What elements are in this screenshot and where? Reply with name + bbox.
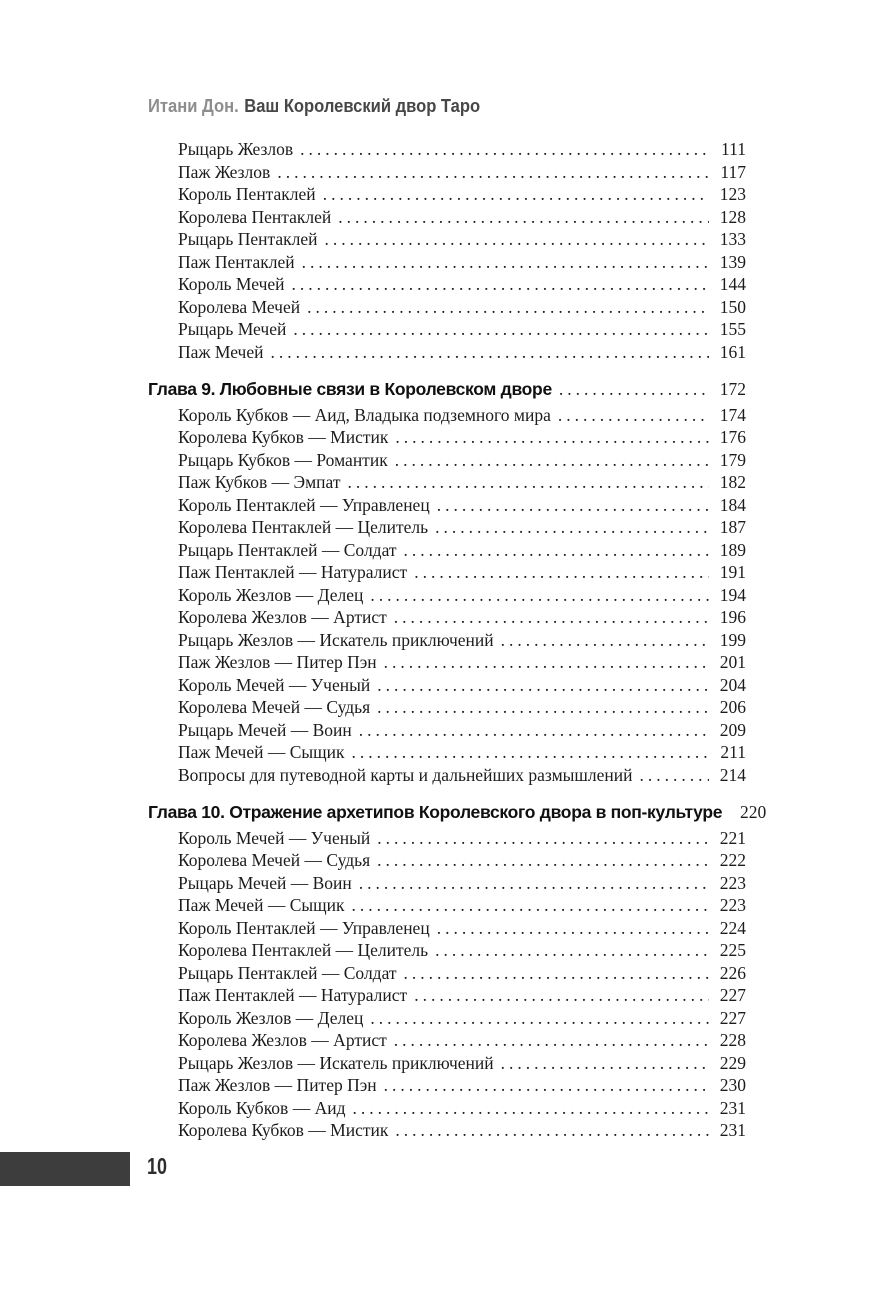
dot-leader [414,984,709,1007]
toc-entry-label: Король Мечей — Ученый [178,674,371,695]
dot-leader [501,1052,709,1075]
dot-leader [395,426,709,449]
toc-entry [148,984,746,1007]
dot-leader [302,251,709,274]
toc-entry-page: 222 [719,850,746,870]
page-number: 10 [147,1153,167,1179]
toc-entry [148,228,746,251]
toc-entry-page: 229 [719,1052,746,1073]
toc-entry-page: 228 [719,1030,746,1050]
dot-leader [404,962,709,985]
toc-entry-page: 187 [719,517,746,537]
toc-entry-page: 199 [719,629,746,650]
toc-entry-label: Паж Пентаклей — Натуралист [178,985,408,1005]
dot-leader [377,849,709,872]
toc-section-heading [148,378,746,401]
toc-entry [148,894,746,917]
toc-entry-page: 231 [719,1120,746,1140]
toc-entry [148,764,746,787]
toc-entry-page: 231 [719,1097,746,1118]
toc-entry-page: 111 [721,139,746,159]
toc-entry [148,449,746,472]
dot-leader [501,629,709,652]
toc-entry-label: Паж Пентаклей — Натуралист [178,562,408,582]
toc-entry-page: 117 [720,161,746,182]
footer-decoration-bar [0,1152,130,1186]
toc-entry-page: 209 [719,719,746,740]
dot-leader [640,764,710,787]
dot-leader [395,449,709,472]
dot-leader [395,1119,709,1142]
toc-entry-label: Вопросы для путеводной карты и дальнейших размышлений [178,764,633,785]
toc-entry-label: Король Кубков — Аид, Владыка подземного мира [178,404,551,425]
toc-entry-page: 176 [719,427,746,447]
toc-section-heading-label: Глава 10. Отражение архетипов Королевского двора в поп-культуре [148,802,723,822]
dot-leader [352,741,710,764]
toc-entry-label: Паж Жезлов — Питер Пэн [178,652,377,672]
toc-section [148,801,767,1142]
dot-leader [293,318,709,341]
toc-entry [148,539,746,562]
toc-entry-label: Паж Пентаклей [178,251,295,272]
dot-leader [435,516,709,539]
dot-leader [377,696,709,719]
toc-entry-page: 206 [719,697,746,717]
toc-entry-page: 189 [719,539,746,560]
toc-entry [148,651,746,674]
toc-entry-label: Паж Кубков — Эмпат [178,472,341,492]
toc-section-heading [148,801,767,824]
toc-entry-label: Королева Пентаклей — Целитель [178,940,429,960]
dot-leader [300,138,709,161]
toc-entry-label: Королева Мечей — Судья [178,697,371,717]
dot-leader [394,1029,709,1052]
toc-entry [148,296,746,319]
running-head [148,96,480,117]
toc-entry-page: 161 [719,341,746,362]
toc-section [148,378,746,786]
toc-entry [148,273,746,296]
running-head-title: Ваш Королевский двор Таро [244,96,481,116]
toc-entry [148,629,746,652]
dot-leader [277,161,709,184]
toc-entry [148,251,746,274]
toc-entry-label: Король Жезлов — Делец [178,584,364,605]
toc-entry-label: Паж Мечей — Сыщик [178,895,345,915]
toc-entry-page: 123 [719,184,746,204]
toc-entry [148,1007,746,1030]
toc-entry [148,674,746,697]
toc-entry-page: 230 [719,1075,746,1095]
dot-leader [377,674,709,697]
toc-entry-label: Король Жезлов — Делец [178,1007,364,1028]
toc-entry-page: 223 [719,895,746,915]
toc-entry-label: Рыцарь Жезлов [178,139,294,159]
toc-entry [148,1052,746,1075]
toc-entry [148,696,746,719]
toc-entry-page: 224 [719,917,746,938]
dot-leader [270,341,709,364]
toc-entry [148,962,746,985]
toc-entry [148,1029,746,1052]
toc-entry [148,827,746,850]
toc-entry-page: 144 [719,274,746,294]
toc-entry-label: Король Мечей [178,274,285,294]
toc-entry-label: Рыцарь Жезлов — Искатель приключений [178,629,494,650]
toc-entry [148,849,746,872]
toc-entry-page: 214 [719,764,746,785]
dot-leader [370,1007,709,1030]
toc-entry-page: 133 [719,229,746,249]
toc-section [148,138,746,363]
toc-entry-page: 196 [719,607,746,627]
toc-entry-page: 226 [719,962,746,983]
dot-leader [404,539,709,562]
toc-entry [148,206,746,229]
dot-leader [414,561,709,584]
dot-leader [352,894,710,917]
toc-entry [148,584,746,607]
toc-entry [148,471,746,494]
toc-entry [148,872,746,895]
toc-entry [148,606,746,629]
toc-entry-page: 191 [719,562,746,582]
running-head-author: Итани Дон. [148,96,239,116]
dot-leader [435,939,709,962]
toc-entry-label: Рыцарь Мечей — Воин [178,719,352,740]
toc-entry [148,1119,746,1142]
toc-entry [148,741,746,764]
dot-leader [558,404,709,427]
toc-entry-label: Паж Мечей — Сыщик [178,742,345,762]
toc-entry-page: 155 [719,319,746,339]
dot-leader [347,471,709,494]
toc-entry-label: Рыцарь Пентаклей — Солдат [178,539,397,560]
toc-entry-page: 194 [719,584,746,605]
dot-leader [370,584,709,607]
toc-entry [148,426,746,449]
toc-entry-label: Королева Жезлов — Артист [178,1030,387,1050]
toc-section-heading-page: 172 [719,379,746,399]
toc-entry [148,719,746,742]
toc-entry [148,561,746,584]
toc-entry [148,494,746,517]
toc-entry-label: Рыцарь Кубков — Романтик [178,449,388,470]
toc-entry-label: Паж Мечей [178,341,264,362]
toc-entry-label: Королева Пентаклей — Целитель [178,517,429,537]
toc-entry-page: 150 [719,296,746,317]
toc-entry-page: 179 [719,449,746,470]
toc-entry-label: Король Мечей — Ученый [178,827,371,848]
toc-entry-page: 223 [719,872,746,893]
toc-entry-label: Королева Жезлов — Артист [178,607,387,627]
toc-entry-label: Королева Пентаклей [178,206,332,227]
toc-entry-label: Паж Жезлов [178,161,271,182]
dot-leader [352,1097,709,1120]
toc-entry [148,318,746,341]
toc-entry [148,516,746,539]
toc-entry [148,138,746,161]
toc-entry-label: Королева Кубков — Мистик [178,1120,389,1140]
dot-leader [292,273,709,296]
toc-entry-label: Король Кубков — Аид [178,1097,346,1118]
toc-entry-label: Король Пентаклей [178,184,316,204]
dot-leader [384,1074,709,1097]
toc-entry-page: 225 [719,940,746,960]
toc-entry [148,917,746,940]
toc-entry-label: Королева Кубков — Мистик [178,427,389,447]
toc-entry [148,939,746,962]
toc-entry-label: Рыцарь Пентаклей — Солдат [178,962,397,983]
toc-entry [148,404,746,427]
dot-leader [359,872,709,895]
dot-leader [377,827,709,850]
toc-entry-page: 182 [719,472,746,492]
dot-leader [437,494,709,517]
toc-entry-label: Рыцарь Пентаклей [178,229,318,249]
toc-entry [148,341,746,364]
dot-leader [394,606,709,629]
toc-entry-page: 139 [719,251,746,272]
toc-entry-page: 204 [719,674,746,695]
dot-leader [437,917,709,940]
toc-entry-label: Королева Мечей — Судья [178,850,371,870]
toc-entry-page: 184 [719,494,746,515]
toc-section-heading-page: 220 [739,802,767,822]
toc [148,138,767,1142]
toc-entry-label: Королева Мечей [178,296,301,317]
toc-entry-page: 174 [719,404,746,425]
toc-entry-label: Король Пентаклей — Управленец [178,917,430,938]
dot-leader [559,378,709,401]
dot-leader [359,719,709,742]
toc-entry-label: Король Пентаклей — Управленец [178,494,430,515]
toc-entry-page: 128 [719,206,746,227]
toc-entry [148,161,746,184]
toc-entry-page: 227 [719,1007,746,1028]
toc-entry-label: Рыцарь Мечей — Воин [178,872,352,893]
toc-entry-label: Рыцарь Жезлов — Искатель приключений [178,1052,494,1073]
toc-section-heading-label: Глава 9. Любовные связи в Королевском дворе [148,379,552,399]
dot-leader [307,296,709,319]
dot-leader [325,228,710,251]
toc-entry-label: Рыцарь Мечей [178,319,287,339]
toc-entry-page: 211 [720,742,746,762]
toc-entry-page: 201 [719,652,746,672]
dot-leader [338,206,709,229]
toc-entry [148,183,746,206]
dot-leader [323,183,709,206]
toc-entry-page: 227 [719,985,746,1005]
toc-entry [148,1097,746,1120]
toc-entry-page: 221 [719,827,746,848]
dot-leader [384,651,709,674]
toc-entry [148,1074,746,1097]
toc-entry-label: Паж Жезлов — Питер Пэн [178,1075,377,1095]
